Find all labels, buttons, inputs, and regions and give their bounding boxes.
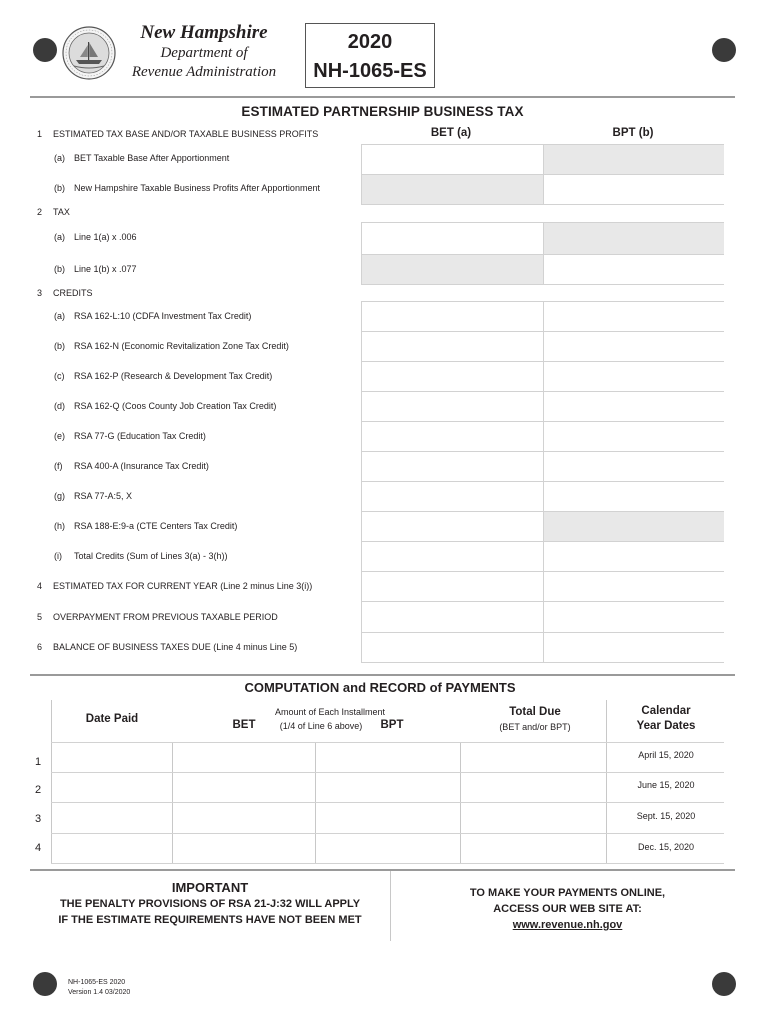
line-3b-bpt-field[interactable] <box>543 331 724 361</box>
line-3i-label: (i) Total Credits (Sum of Lines 3(a) - 3(h)) <box>54 551 228 561</box>
payments-col-divider <box>606 700 607 863</box>
line-1a-bet-field[interactable] <box>361 144 543 174</box>
form-id-box <box>305 23 435 88</box>
payment-3-bet-field[interactable] <box>173 803 315 833</box>
line-4-bpt-field[interactable] <box>543 571 724 601</box>
agency-name: New Hampshire <box>140 22 268 43</box>
row-divider <box>361 204 724 205</box>
line-1b-label: (b) New Hampshire Taxable Business Profits After Apportionment <box>54 183 320 193</box>
line-3c-bet-field[interactable] <box>361 361 543 391</box>
registration-mark-bottom-left <box>33 972 57 996</box>
payment-3-bpt-field[interactable] <box>316 803 460 833</box>
line-2a-bpt-shaded <box>543 222 724 254</box>
payment-row-number: 4 <box>35 842 42 854</box>
row-divider <box>361 222 724 223</box>
line-3i-bpt-field[interactable] <box>543 541 724 571</box>
year-dates-header: Year Dates <box>636 720 696 732</box>
agency-block <box>114 22 294 82</box>
installment-note: (1/4 of Line 6 above) <box>279 721 363 731</box>
line-3g-bet-field[interactable] <box>361 481 543 511</box>
line-2b-label: (b) Line 1(b) x .077 <box>54 264 137 274</box>
row-divider <box>361 174 724 175</box>
line-3a-label: (a) RSA 162-L:10 (CDFA Investment Tax Credit) <box>54 311 252 321</box>
line-3d-bpt-field[interactable] <box>543 391 724 421</box>
line-3h-bet-field[interactable] <box>361 511 543 541</box>
form-title: ESTIMATED PARTNERSHIP BUSINESS TAX <box>241 104 524 119</box>
payment-4-date-field[interactable] <box>52 834 172 863</box>
line-1b-bpt-field[interactable] <box>543 174 724 204</box>
line-3b-bet-field[interactable] <box>361 331 543 361</box>
footer-version: Version 1.4 03/2020 <box>68 989 131 996</box>
line-3e-label: (e) RSA 77-G (Education Tax Credit) <box>54 431 206 441</box>
payment-4-total-field[interactable] <box>461 834 606 863</box>
payment-row-number: 1 <box>35 756 42 768</box>
payment-2-bpt-field[interactable] <box>316 773 460 802</box>
line-3a-bet-field[interactable] <box>361 301 543 331</box>
important-title: IMPORTANT <box>171 880 249 895</box>
line-3d-bet-field[interactable] <box>361 391 543 421</box>
agency-department: Department of <box>160 45 248 61</box>
line-3d-label: (d) RSA 162-Q (Coos County Job Creation Tax Credit) <box>54 401 277 411</box>
agency-division: Revenue Administration <box>131 64 277 80</box>
total-due-note: (BET and/or BPT) <box>499 722 571 732</box>
section-rule <box>30 674 735 676</box>
bet-header: BET <box>232 719 256 731</box>
row-divider <box>361 361 724 362</box>
payment-due-date: Sept. 15, 2020 <box>636 811 696 821</box>
line-3b-label: (b) RSA 162-N (Economic Revitalization Zone Tax Credit) <box>54 341 289 351</box>
row-divider <box>361 284 724 285</box>
line-3h-label: (h) RSA 188-E:9-a (CTE Centers Tax Credit) <box>54 521 238 531</box>
total-due-header: Total Due <box>509 706 561 718</box>
row-divider <box>361 391 724 392</box>
line-6-label: 6 BALANCE OF BUSINESS TAXES DUE (Line 4 minus Line 5) <box>37 642 298 652</box>
column-header-bpt: BPT (b) <box>612 127 654 139</box>
column-header-bet: BET (a) <box>430 127 472 139</box>
payments-title: COMPUTATION and RECORD of PAYMENTS <box>244 680 516 695</box>
line-3i-bet-field[interactable] <box>361 541 543 571</box>
line-5-label: 5 OVERPAYMENT FROM PREVIOUS TAXABLE PERIOD <box>37 612 278 622</box>
payment-4-bet-field[interactable] <box>173 834 315 863</box>
form-year: 2020 <box>347 31 393 53</box>
row-divider <box>361 632 724 633</box>
line-5-bpt-field[interactable] <box>543 601 724 632</box>
row-divider <box>361 481 724 482</box>
line-3c-label: (c) RSA 162-P (Research & Development Tax Credit) <box>54 371 273 381</box>
line-5-bet-field[interactable] <box>361 601 543 632</box>
line-3h-bpt-shaded <box>543 511 724 541</box>
form-number: NH-1065-ES <box>313 60 427 82</box>
registration-mark-top-left <box>33 38 57 62</box>
payment-due-date: Dec. 15, 2020 <box>637 842 695 852</box>
online-payment-notice: TO MAKE YOUR PAYMENTS ONLINE, ACCESS OUR WEB SITE AT: www.revenue.nh.gov <box>400 885 735 933</box>
row-divider <box>361 601 724 602</box>
line-2a-bet-field[interactable] <box>361 222 543 254</box>
row-divider <box>361 421 724 422</box>
row-divider <box>361 451 724 452</box>
line-4-label: 4 ESTIMATED TAX FOR CURRENT YEAR (Line 2 minus Line 3(i)) <box>37 581 313 591</box>
calendar-header: Calendar <box>641 705 691 717</box>
line-6-bet-field[interactable] <box>361 632 543 662</box>
row-divider <box>361 662 724 663</box>
row-divider <box>361 254 724 255</box>
payment-2-bet-field[interactable] <box>173 773 315 802</box>
penalty-notice: THE PENALTY PROVISIONS OF RSA 21-J:32 WILL APPLY IF THE ESTIMATE REQUIREMENTS HAVE NOT BEEN MET <box>58 898 362 926</box>
row-divider <box>361 301 724 302</box>
header-rule <box>30 96 735 98</box>
line-3f-bpt-field[interactable] <box>543 451 724 481</box>
line-3-label: 3 CREDITS <box>37 288 93 298</box>
date-paid-header: Date Paid <box>85 713 139 725</box>
row-divider <box>361 331 724 332</box>
payment-2-total-field[interactable] <box>461 773 606 802</box>
line-1a-label: (a) BET Taxable Base After Apportionment <box>54 153 230 163</box>
state-seal-icon <box>62 26 116 80</box>
payment-row-number: 2 <box>35 784 42 796</box>
payment-row-number: 3 <box>35 813 42 825</box>
payment-4-bpt-field[interactable] <box>316 834 460 863</box>
line-3f-label: (f) RSA 400-A (Insurance Tax Credit) <box>54 461 209 471</box>
line-3g-bpt-field[interactable] <box>543 481 724 511</box>
row-divider <box>361 541 724 542</box>
registration-mark-bottom-right <box>712 972 736 996</box>
row-divider <box>361 144 724 145</box>
line-3c-bpt-field[interactable] <box>543 361 724 391</box>
payment-1-total-field[interactable] <box>461 743 606 772</box>
row-divider <box>361 571 724 572</box>
footer-form-id: NH-1065-ES 2020 <box>68 979 126 986</box>
payment-3-date-field[interactable] <box>52 803 172 833</box>
payment-due-date: April 15, 2020 <box>638 750 694 760</box>
line-2-label: 2 TAX <box>37 207 70 217</box>
bpt-header: BPT <box>380 719 404 731</box>
line-3g-label: (g) RSA 77-A:5, X <box>54 491 133 501</box>
line-1a-bpt-shaded <box>543 144 724 174</box>
payment-1-date-field[interactable] <box>52 743 172 772</box>
payment-1-bet-field[interactable] <box>173 743 315 772</box>
payment-3-total-field[interactable] <box>461 803 606 833</box>
line-2a-label: (a) Line 1(a) x .006 <box>54 232 137 242</box>
installment-header: Amount of Each Installment <box>274 707 386 717</box>
line-3f-bet-field[interactable] <box>361 451 543 481</box>
payments-row-divider <box>51 863 724 864</box>
notice-divider <box>390 871 391 941</box>
payment-1-bpt-field[interactable] <box>316 743 460 772</box>
payment-due-date: June 15, 2020 <box>637 780 695 790</box>
footer <box>68 978 130 998</box>
registration-mark-top-right <box>712 38 736 62</box>
row-divider <box>361 511 724 512</box>
line-1b-bet-shaded <box>361 174 543 204</box>
line-2b-bpt-field[interactable] <box>543 254 724 284</box>
revenue-website-link[interactable]: www.revenue.nh.gov <box>512 919 623 931</box>
line-6-bpt-field[interactable] <box>543 632 724 662</box>
line-2b-bet-shaded <box>361 254 543 284</box>
line-1-label: 1 ESTIMATED TAX BASE AND/OR TAXABLE BUSINESS PROFITS <box>37 129 319 139</box>
line-3e-bet-field[interactable] <box>361 421 543 451</box>
line-3e-bpt-field[interactable] <box>543 421 724 451</box>
payment-2-date-field[interactable] <box>52 773 172 802</box>
line-3a-bpt-field[interactable] <box>543 301 724 331</box>
notice-top-rule <box>30 869 735 871</box>
line-4-bet-field[interactable] <box>361 571 543 601</box>
